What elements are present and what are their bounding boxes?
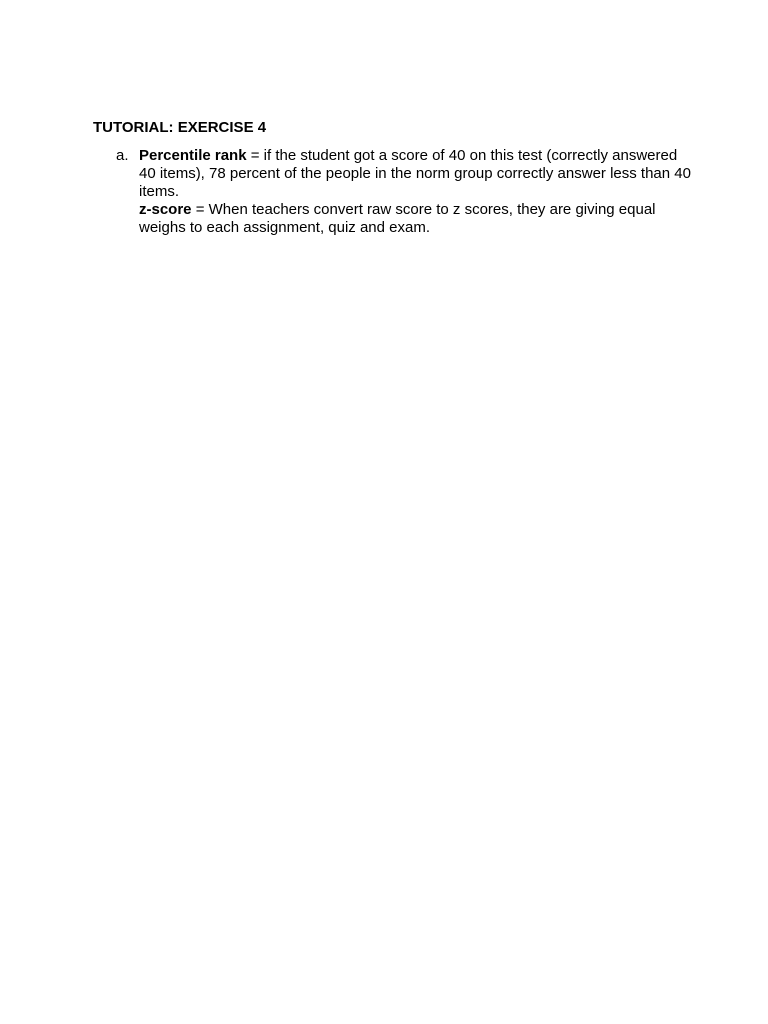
list-item <box>116 147 696 237</box>
list-item-marker: a. <box>116 147 129 164</box>
percentile-rank-term: Percentile rank <box>139 147 247 164</box>
z-score-definition: = When teachers convert raw score to z scores, they are giving equal weighs to each assignment, quiz and exam. <box>139 201 656 236</box>
z-score-paragraph <box>139 201 696 237</box>
list-item-body <box>139 147 696 237</box>
percentile-rank-definition: = if the student got a score of 40 on this test (correctly answered 40 items), 78 percent of the people in the norm group correctly answer less than 40 items. <box>139 147 691 200</box>
document-title: TUTORIAL: EXERCISE 4 <box>93 119 267 136</box>
percentile-rank-paragraph <box>139 147 696 201</box>
z-score-term: z-score <box>139 201 192 218</box>
